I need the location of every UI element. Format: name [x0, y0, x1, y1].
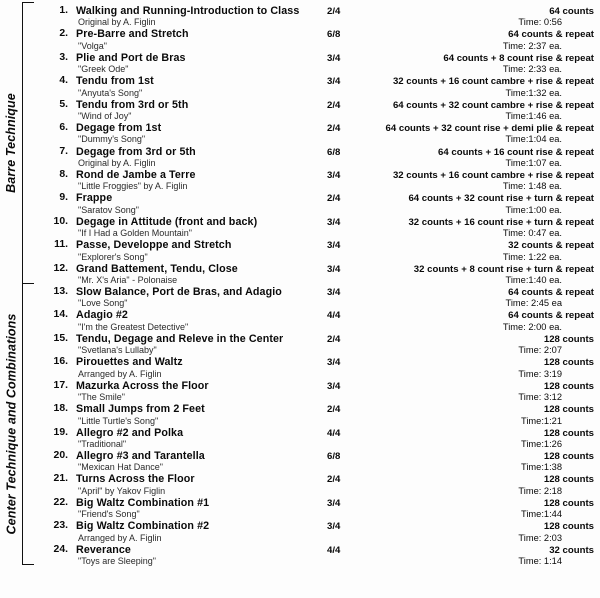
track-number: 13.: [53, 286, 68, 298]
track-number: 19.: [53, 426, 68, 438]
section-label-text: Barre Technique: [4, 93, 18, 193]
count-structure: 128 counts: [543, 474, 594, 486]
time-signature: 2/4: [327, 404, 341, 416]
music-credit: "Explorer's Song": [78, 251, 148, 262]
music-credit: "April" by Yakov Figlin: [78, 485, 166, 496]
time-signature: 2/4: [327, 99, 341, 111]
track-row: [42, 146, 600, 169]
track-number: 24.: [53, 543, 68, 555]
track-sub-line: [42, 41, 600, 52]
track-title: Degage from 1st: [76, 122, 162, 135]
track-number: 5.: [59, 98, 68, 110]
track-duration: Time:1:46 ea.: [505, 111, 562, 122]
track-title: Adagio #2: [76, 309, 128, 322]
time-signature: 3/4: [327, 52, 341, 64]
count-structure: 128 counts: [543, 521, 594, 533]
track-row: [42, 99, 600, 122]
track-main-line: [42, 333, 600, 345]
track-sub-line: [42, 533, 600, 544]
time-signature: 6/8: [327, 29, 341, 41]
track-row: [42, 473, 600, 496]
section-label: [0, 283, 22, 565]
count-structure: 64 counts + 32 count rise + turn & repeat: [408, 193, 594, 205]
track-main-line: [42, 216, 600, 228]
track-title: Walking and Running-Introduction to Class: [76, 5, 300, 17]
count-structure: 64 counts + 32 count rise + demi plie & repeat: [385, 123, 594, 135]
music-credit: "Little Froggies" by A. Figlin: [78, 181, 188, 192]
track-main-line: [42, 356, 600, 368]
track-row: [42, 333, 600, 356]
track-title: Tendu from 1st: [76, 75, 154, 88]
track-duration: Time: 3:19: [518, 368, 562, 379]
track-row: [42, 497, 600, 520]
track-number: 17.: [53, 379, 68, 391]
track-duration: Time:1:04 ea.: [505, 134, 562, 145]
music-credit: "If I Had a Golden Mountain": [78, 228, 192, 239]
time-signature: 4/4: [327, 310, 341, 322]
track-duration: Time: 2:37 ea.: [502, 40, 562, 51]
track-main-line: [42, 427, 600, 439]
track-number: 6.: [59, 122, 68, 134]
track-sub-line: [42, 158, 600, 169]
track-number: 8.: [59, 168, 68, 180]
music-credit: "Traditional": [78, 438, 127, 449]
track-duration: Time:1:40 ea.: [505, 275, 562, 285]
track-duration: Time: 1:22 ea.: [502, 251, 562, 262]
track-main-line: [42, 75, 600, 87]
track-row: [42, 450, 600, 473]
music-credit: Original by A. Figlin: [78, 17, 156, 28]
track-number: 12.: [53, 262, 68, 274]
time-signature: 2/4: [327, 474, 341, 486]
track-row: [42, 403, 600, 426]
track-row: [42, 239, 600, 262]
track-title: Frappe: [76, 192, 113, 205]
track-main-line: [42, 473, 600, 485]
track-number: 20.: [53, 449, 68, 461]
music-credit: "Svetlana's Lullaby": [78, 345, 157, 356]
track-number: 23.: [53, 520, 68, 532]
track-number: 1.: [59, 5, 68, 16]
track-number: 14.: [53, 309, 68, 321]
count-structure: 128 counts: [543, 357, 594, 369]
track-sub-line: [42, 298, 600, 309]
track-duration: Time:1:38: [521, 462, 562, 473]
count-structure: 128 counts: [543, 427, 594, 439]
track-sub-line: [42, 369, 600, 380]
track-row: [42, 75, 600, 98]
track-number: 15.: [53, 332, 68, 344]
track-duration: Time:1:07 ea.: [505, 157, 562, 168]
track-main-line: [42, 403, 600, 415]
track-row: [42, 286, 600, 309]
track-duration: Time: 2:00 ea.: [502, 321, 562, 332]
track-title: Allegro #3 and Tarantella: [76, 449, 205, 462]
track-duration: Time: 3:12: [518, 392, 562, 403]
track-title: Allegro #2 and Polka: [76, 426, 184, 439]
track-row: [42, 380, 600, 403]
time-signature: 3/4: [327, 287, 341, 299]
music-credit: "Dummy's Song": [78, 134, 146, 145]
music-credit: "Wind of Joy": [78, 111, 132, 122]
track-title: Big Waltz Combination #1: [76, 496, 210, 509]
time-signature: 6/8: [327, 146, 341, 158]
track-duration: Time: 2:45 ea: [505, 298, 562, 309]
music-credit: "Mr. X's Aria" - Polonaise: [78, 275, 178, 285]
time-signature: 3/4: [327, 263, 341, 275]
track-duration: Time: 2:03: [518, 532, 562, 543]
track-main-line: [42, 286, 600, 298]
count-structure: 32 counts + 8 count rise + turn & repeat: [413, 263, 594, 275]
count-structure: 64 counts + 32 count cambre + rise & repeat: [392, 99, 594, 111]
time-signature: 3/4: [327, 76, 341, 88]
track-title: Turns Across the Floor: [76, 473, 195, 486]
track-main-line: [42, 520, 600, 532]
section-label: [0, 2, 22, 284]
time-signature: 2/4: [327, 123, 341, 135]
music-credit: "Anyuta's Song": [78, 87, 143, 98]
music-credit: "Little Turtle's Song": [78, 415, 159, 426]
section-bracket: [22, 2, 34, 284]
track-main-line: [42, 239, 600, 251]
time-signature: 3/4: [327, 240, 341, 252]
track-sub-line: [42, 134, 600, 145]
track-row: [42, 122, 600, 145]
track-sub-line: [42, 252, 600, 263]
section-label-text: Center Technique and Combinations: [4, 313, 19, 535]
track-main-line: [42, 28, 600, 40]
time-signature: 2/4: [327, 6, 341, 17]
track-sub-line: [42, 17, 600, 28]
count-structure: 64 counts & repeat: [508, 287, 594, 299]
music-credit: Arranged by A. Figlin: [78, 532, 162, 543]
track-duration: Time:1:32 ea.: [505, 87, 562, 98]
section-barre: [0, 2, 42, 284]
track-sub-line: [42, 228, 600, 239]
track-sub-line: [42, 205, 600, 216]
track-number: 3.: [59, 51, 68, 63]
track-sub-line: [42, 486, 600, 497]
track-row: [42, 216, 600, 239]
track-main-line: [42, 450, 600, 462]
track-number: 21.: [53, 473, 68, 485]
count-structure: 128 counts: [543, 333, 594, 345]
track-row: [42, 520, 600, 543]
track-number: 18.: [53, 403, 68, 415]
music-credit: "Friend's Song": [78, 509, 140, 520]
track-title: Tendu, Degage and Releve in the Center: [76, 332, 284, 345]
track-number: 11.: [54, 239, 68, 251]
time-signature: 3/4: [327, 380, 341, 392]
count-structure: 64 counts & repeat: [508, 310, 594, 322]
track-duration: Time:1:00 ea.: [505, 204, 562, 215]
music-credit: "Greek Ode": [78, 64, 129, 75]
track-sub-line: [42, 392, 600, 403]
track-sub-line: [42, 462, 600, 473]
count-structure: 32 counts: [549, 544, 594, 556]
track-sub-line: [42, 439, 600, 450]
track-main-line: [42, 192, 600, 204]
track-title: Slow Balance, Port de Bras, and Adagio: [76, 286, 282, 299]
track-title: Pre-Barre and Stretch: [76, 28, 189, 41]
track-title: Mazurka Across the Floor: [76, 379, 209, 392]
track-number: 7.: [59, 145, 68, 157]
track-duration: Time: 1:48 ea.: [502, 181, 562, 192]
track-duration: Time: 2:18: [518, 485, 562, 496]
count-structure: 32 counts & repeat: [508, 240, 594, 252]
time-signature: 3/4: [327, 497, 341, 509]
track-row: [42, 192, 600, 215]
count-structure: 128 counts: [543, 380, 594, 392]
track-number: 4.: [59, 75, 68, 87]
track-number: 16.: [53, 356, 68, 368]
track-sub-line: [42, 181, 600, 192]
track-sub-line: [42, 556, 600, 567]
track-title: Small Jumps from 2 Feet: [76, 403, 205, 416]
track-row: [42, 263, 600, 286]
track-row: [42, 309, 600, 332]
track-duration: Time: 1:14: [518, 556, 562, 567]
track-title: Tendu from 3rd or 5th: [76, 98, 189, 111]
count-structure: 128 counts: [543, 404, 594, 416]
track-sub-line: [42, 111, 600, 122]
time-signature: 6/8: [327, 450, 341, 462]
track-duration: Time:1:21: [521, 415, 562, 426]
music-credit: "Toys are Sleeping": [78, 556, 156, 567]
track-sub-line: [42, 64, 600, 75]
track-row: [42, 356, 600, 379]
count-structure: 64 counts + 8 count rise & repeat: [443, 52, 594, 64]
track-duration: Time:1:44: [521, 509, 562, 520]
time-signature: 2/4: [327, 333, 341, 345]
track-title: Reverance: [76, 543, 131, 556]
track-duration: Time:1:26: [521, 438, 562, 449]
track-duration: Time: 2:07: [518, 345, 562, 356]
time-signature: 3/4: [327, 521, 341, 533]
track-title: Passe, Developpe and Stretch: [76, 239, 232, 252]
track-title: Big Waltz Combination #2: [76, 520, 210, 533]
track-main-line: [42, 497, 600, 509]
count-structure: 32 counts + 16 count cambre + rise & repeat: [392, 169, 594, 181]
track-row: [42, 28, 600, 51]
track-number: 22.: [53, 496, 68, 508]
music-credit: "The Smile": [78, 392, 125, 403]
count-structure: 32 counts + 16 count rise + turn & repeat: [408, 216, 594, 228]
track-row: [42, 544, 600, 567]
music-credit: "Volga": [78, 40, 107, 51]
music-credit: "Love Song": [78, 298, 128, 309]
section-center: [0, 283, 42, 565]
track-duration: Time: 0:56: [518, 17, 562, 28]
track-number: 2.: [59, 28, 68, 40]
track-title: Rond de Jambe a Terre: [76, 168, 196, 181]
count-structure: 64 counts + 16 count rise & repeat: [438, 146, 594, 158]
track-title: Degage in Attitude (front and back): [76, 215, 258, 228]
section-bracket: [22, 283, 34, 565]
track-number: 10.: [53, 215, 68, 227]
time-signature: 4/4: [327, 427, 341, 439]
track-row: [42, 52, 600, 75]
track-sub-line: [42, 275, 600, 286]
track-row: [42, 169, 600, 192]
track-main-line: [42, 169, 600, 181]
time-signature: 3/4: [327, 216, 341, 228]
count-structure: 64 counts & repeat: [508, 29, 594, 41]
track-title: Plie and Port de Bras: [76, 51, 186, 64]
count-structure: 32 counts + 16 count cambre + rise & repeat: [392, 76, 594, 88]
count-structure: 128 counts: [543, 497, 594, 509]
track-main-line: [42, 122, 600, 134]
music-credit: "I'm the Greatest Detective": [78, 321, 189, 332]
track-duration: Time: 0:47 ea.: [502, 228, 562, 239]
time-signature: 4/4: [327, 544, 341, 556]
track-main-line: [42, 309, 600, 321]
track-number: 9.: [59, 192, 68, 204]
track-row: [42, 5, 600, 28]
count-structure: 64 counts: [549, 6, 594, 17]
track-sub-line: [42, 416, 600, 427]
time-signature: 3/4: [327, 169, 341, 181]
track-row: [42, 427, 600, 450]
music-credit: "Saratov Song": [78, 204, 139, 215]
music-credit: Original by A. Figlin: [78, 157, 156, 168]
time-signature: 2/4: [327, 193, 341, 205]
track-main-line: [42, 544, 600, 556]
track-title: Pirouettes and Waltz: [76, 356, 183, 369]
track-main-line: [42, 52, 600, 64]
track-main-line: [42, 263, 600, 275]
count-structure: 128 counts: [543, 450, 594, 462]
track-sub-line: [42, 88, 600, 99]
track-main-line: [42, 5, 600, 17]
track-title: Grand Battement, Tendu, Close: [76, 262, 238, 275]
track-main-line: [42, 146, 600, 158]
track-duration: Time: 2:33 ea.: [502, 64, 562, 75]
time-signature: 3/4: [327, 357, 341, 369]
track-main-line: [42, 380, 600, 392]
track-sub-line: [42, 345, 600, 356]
music-credit: Arranged by A. Figlin: [78, 368, 162, 379]
track-sub-line: [42, 509, 600, 520]
track-title: Degage from 3rd or 5th: [76, 145, 196, 158]
track-main-line: [42, 99, 600, 111]
track-sub-line: [42, 322, 600, 333]
music-credit: "Mexican Hat Dance": [78, 462, 163, 473]
